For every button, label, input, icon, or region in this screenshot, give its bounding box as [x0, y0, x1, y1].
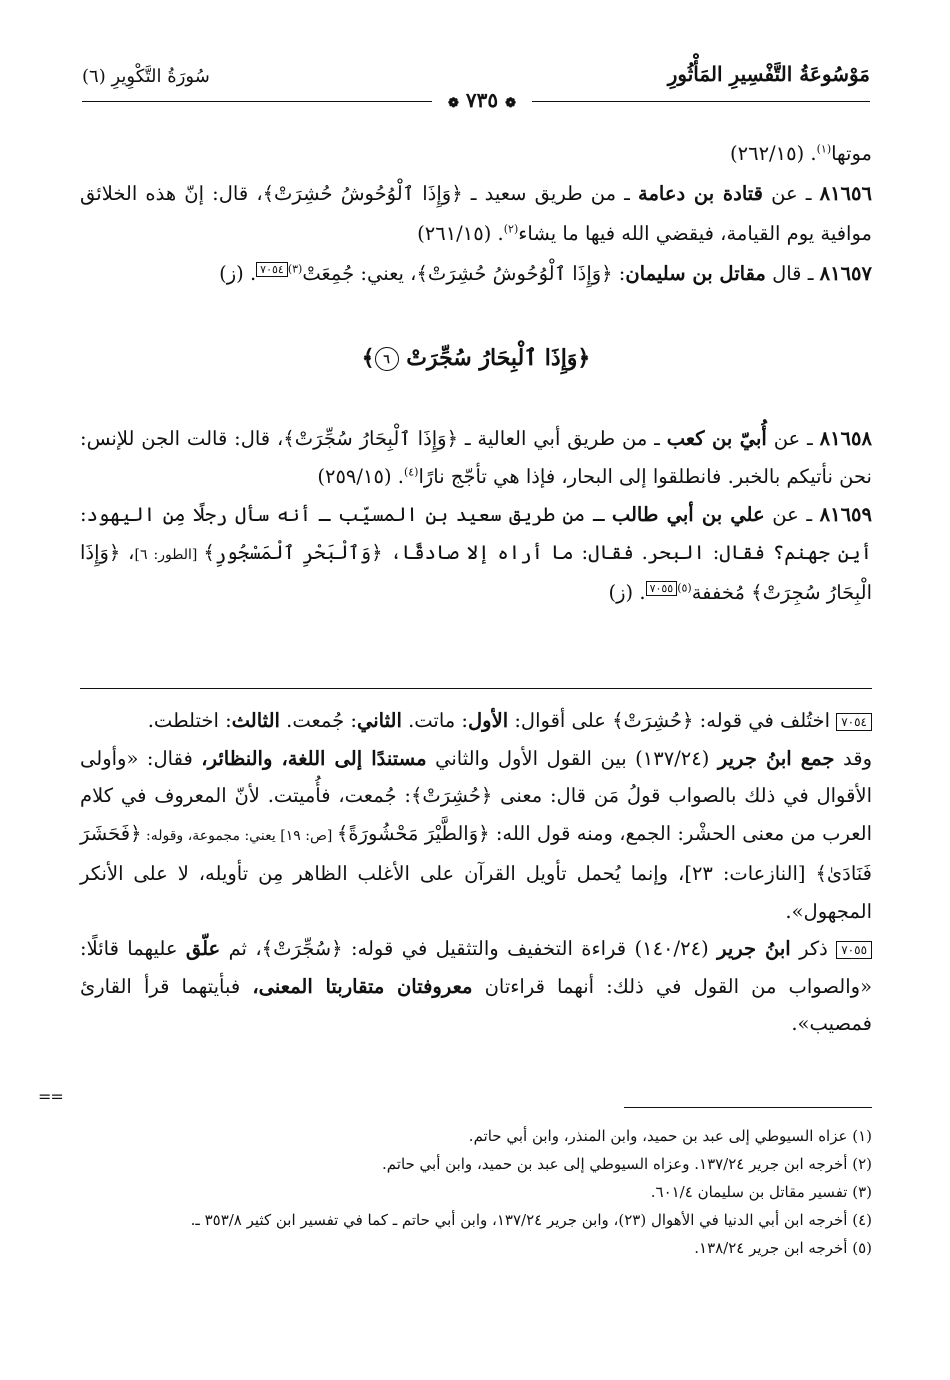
narration-81656: ٨١٦٥٦ ـ عن قتادة بن دعامة ـ من طريق سعيد ـ ﴿وَإِذَا ٱلْوُحُوشُ حُشِرَتْ﴾، قال: إنّ هذه الخلائق موافية يوم القيامة، فيقضي الله فيها ما يشاء$^{(٢)}$. (٢٦١/١٥): [80, 182, 872, 245]
commentary: [80, 702, 872, 1043]
ayah-number-icon: ٦: [375, 347, 399, 371]
narrations-top: [80, 134, 872, 294]
narrator: مقاتل بن سليمان: [625, 262, 766, 285]
ayah-heading: ﴿وَإِذَا ٱلْبِحَارُ سُجِّرَتْ ٦﴾: [361, 345, 591, 371]
footnote-1: (١) عزاه السيوطي إلى عبد بن حميد، وابن المنذر، وابن أبي حاتم.: [468, 1127, 872, 1145]
surah-header: سُورَةُ التَّكْوِيرِ (٦): [82, 66, 210, 87]
footnote-marker: (٥): [677, 581, 692, 595]
page-number: [432, 88, 532, 112]
verse-source: [الطور: ٦]: [134, 547, 204, 563]
narrator: قتادة بن دعامة: [638, 182, 763, 205]
narration-number: ٨١٦٥٨: [819, 427, 872, 450]
continuation-line: موتها$^{(١)}$. (٢٦٢/١٥): [730, 142, 872, 165]
quran-verse: ﴿وَالطَّيْرَ مَحْشُورَةً﴾: [336, 821, 490, 845]
continuation-mark: ==: [38, 1087, 63, 1106]
commentary-box: ٧٠٥٥: [836, 941, 872, 959]
narration-number: ٨١٦٥٩: [819, 503, 872, 526]
narration-81658: ٨١٦٥٨ ـ عن أُبيّ بن كعب ـ من طريق أبي العالية ـ ﴿وَإِذَا ٱلْبِحَارُ سُجِّرَتْ﴾، قال: قالت الجن للإنس: نحن نأتيكم بالخبر. فانطلقوا إلى البحار، فإذا هي تأجّج نارًا$^{(٤)}$. (٢٥٩/١٥): [80, 427, 872, 488]
quran-verse: ﴿حُشِرَتْ﴾: [612, 709, 694, 732]
quran-verse: ﴿حُشِرَتْ﴾: [410, 784, 493, 807]
ornament-icon: ❁: [505, 96, 516, 111]
footnote-2: (٢) أخرجه ابن جرير ١٣٧/٢٤. وعزاه السيوطي إلى عبد بن حميد، وابن أبي حاتم.: [382, 1155, 872, 1173]
quran-verse: ﴿وَإِذَا ٱلْبِحَارُ سُجِّرَتْ﴾: [283, 427, 459, 450]
narrator: علي بن أبي طالب: [611, 503, 765, 526]
narration-number: ٨١٦٥٦: [819, 182, 872, 205]
commentary-7054: ٧٠٥٤ اختُلف في قوله: ﴿حُشِرَتْ﴾ على أقوال: الأول: ماتت. الثاني: جُمعت. الثالث: اختلطت.: [80, 702, 872, 740]
ornament-icon: ❁: [448, 96, 459, 111]
narrations-middle: [80, 420, 872, 612]
quran-verse: ﴿وَإِذَا ٱلْوُحُوشُ حُشِرَتْ﴾: [262, 182, 463, 205]
footnote-marker: (١): [816, 142, 832, 156]
quran-verse: ﴿وَإِذَا الْبِحَارُ سُجِرَتْ﴾: [80, 541, 872, 604]
footnote-marker: (٣): [287, 262, 303, 276]
quran-verse: ﴿وَٱلْبَحْرِ ٱلْمَسْجُورِ﴾: [203, 541, 383, 564]
footnote-3: (٣) تفسير مقاتل بن سليمان ٦٠١/٤.: [650, 1183, 872, 1201]
quran-verse: ﴿سُجِّرَتْ﴾: [261, 937, 343, 960]
narration-number: ٨١٦٥٧: [819, 262, 872, 285]
commentary-ibn-jarir-1: وقد جمع ابنُ جرير (١٣٧/٢٤) بين القول الأول والثاني مستندًا إلى اللغة، والنظائر، فقال: «وأولى الأقوال في ذلك بالصواب قولُ مَن قال: معنى ﴿حُشِرَتْ﴾: جُمعت، فأُميتت. لأنّ المعروف في كلام العرب من معنى الحشْر: الجمع، ومنه قول الله: ﴿وَالطَّيْرَ مَحْشُورَةً﴾ [ص: ١٩] يعني: مجموعة، وقوله: ﴿فَحَشَرَ فَنَادَىٰ﴾ [النازعات: ٢٣]، وإنما يُحمل تأويل القرآن على الأغلب الظاهر مِن تأويله، لا على الأنكر المجهول».: [80, 746, 872, 923]
narration-81659: ٨١٦٥٩ ـ عن علي بن أبي طالب ـ من طريق سعيد بن المسيّب ـ أنه سأل رجلًا مِن اليهود: أين جهنم؟ فقال: البحر. فقال: ما أراه إلا صادقًا، ﴿وَٱلْبَحْرِ ٱلْمَسْجُورِ﴾ [الطور: ٦]، ﴿وَإِذَا الْبِحَارُ سُجِرَتْ﴾ مُخففة$^{(٥)}$٧٠٥٥. (ز): [80, 503, 872, 604]
quran-verse: ﴿وَإِذَا ٱلْوُحُوشُ حُشِرَتْ﴾: [416, 262, 613, 285]
book-title: مَوْسُوعَةُ التَّفْسِيرِ المَأْثُورِ: [667, 62, 870, 86]
footnote-marker: (٤): [403, 465, 419, 479]
narration-81657: ٨١٦٥٧ ـ قال مقاتل بن سليمان: ﴿وَإِذَا ٱلْوُحُوشُ حُشِرَتْ﴾، يعني: جُمِعَتْ$^{(٣)}$٧٠٥٤. (ز): [219, 262, 872, 285]
footnotes: [80, 1122, 872, 1262]
footnote-4: (٤) أخرجه ابن أبي الدنيا في الأهوال (٢٣)، وابن جرير ١٣٧/٢٤، وابن أبي حاتم ـ كما في تفسير ابن كثير ٣٥٣/٨ ـ.: [190, 1211, 872, 1229]
narrator: أُبيّ بن كعب: [666, 427, 767, 450]
footnote-marker: (٢): [503, 222, 519, 236]
footnote-rule: [624, 1107, 872, 1108]
section-rule: [80, 688, 872, 689]
commentary-7055: ٧٠٥٥ ذكر ابنُ جرير (١٤٠/٢٤) قراءة التخفيف والتثقيل في قوله: ﴿سُجِّرَتْ﴾، ثم علّق عليهما قائلًا: «والصواب من القول في ذلك: أنهما قراءتان معروفتان متقاربتا المعنى، فبأيتهما قرأ القارئ فمصيب».: [80, 937, 872, 1035]
commentary-ref-box[interactable]: ٧٠٥٥: [646, 581, 678, 596]
quran-verse: ﴿فَحَشَرَ فَنَادَىٰ﴾: [80, 821, 872, 885]
commentary-ref-box[interactable]: ٧٠٥٤: [256, 262, 288, 277]
footnote-5: (٥) أخرجه ابن جرير ١٣٨/٢٤.: [694, 1239, 872, 1257]
commentary-box: ٧٠٥٤: [836, 713, 872, 731]
page-number-value: ٧٣٥: [465, 88, 499, 112]
